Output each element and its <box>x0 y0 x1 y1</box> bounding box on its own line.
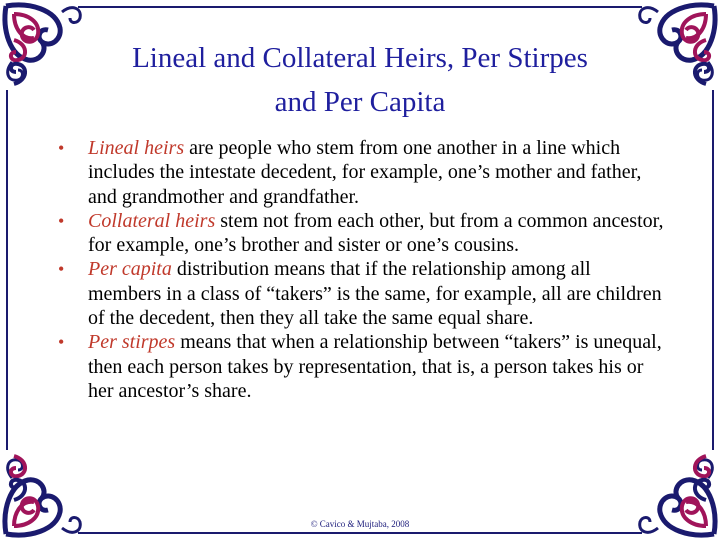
bullet-text: stem not from each other, but from a common ancestor, for example, one’s brother and sister or one’s cousins. <box>88 209 664 257</box>
bullet-item-collateral-heirs <box>58 209 668 258</box>
bullet-marker: • <box>58 138 65 158</box>
title-line-1: Lineal and Collateral Heirs, Per Stirpes <box>132 42 588 74</box>
bullet-marker: • <box>58 259 65 280</box>
bullet-list <box>58 136 668 403</box>
bullet-text: distribution means that if the relationship among all members in a class of “takers” is the same, for example, all are children of the decedent, then they all take the same equal share. <box>88 258 662 330</box>
term-lineal-heirs: Lineal heirs <box>88 137 185 159</box>
bullet-marker: • <box>58 332 65 353</box>
bullet-item-per-stirpes <box>58 330 668 403</box>
bullet-text: means that when a relationship between “takers” is unequal, then each person takes by representation, that is, a person takes his or her ancestor’s share. <box>88 331 662 402</box>
slide-title <box>60 36 660 124</box>
term-per-capita: Per capita <box>88 258 172 281</box>
term-collateral-heirs: Collateral heirs <box>88 209 216 232</box>
copyright-footer: © Cavico & Mujtaba, 2008 <box>310 519 410 529</box>
title-line-2: and Per Capita <box>274 86 446 118</box>
bullet-text: are people who stem from one another in a line which includes the intestate decedent, for example, one’s mother and father, and grandmother and grandfather. <box>88 137 642 208</box>
bullet-item-lineal-heirs <box>58 136 668 209</box>
bullet-item-per-capita <box>58 257 668 330</box>
term-per-stirpes: Per stirpes <box>88 331 176 354</box>
bullet-marker: • <box>58 210 65 231</box>
